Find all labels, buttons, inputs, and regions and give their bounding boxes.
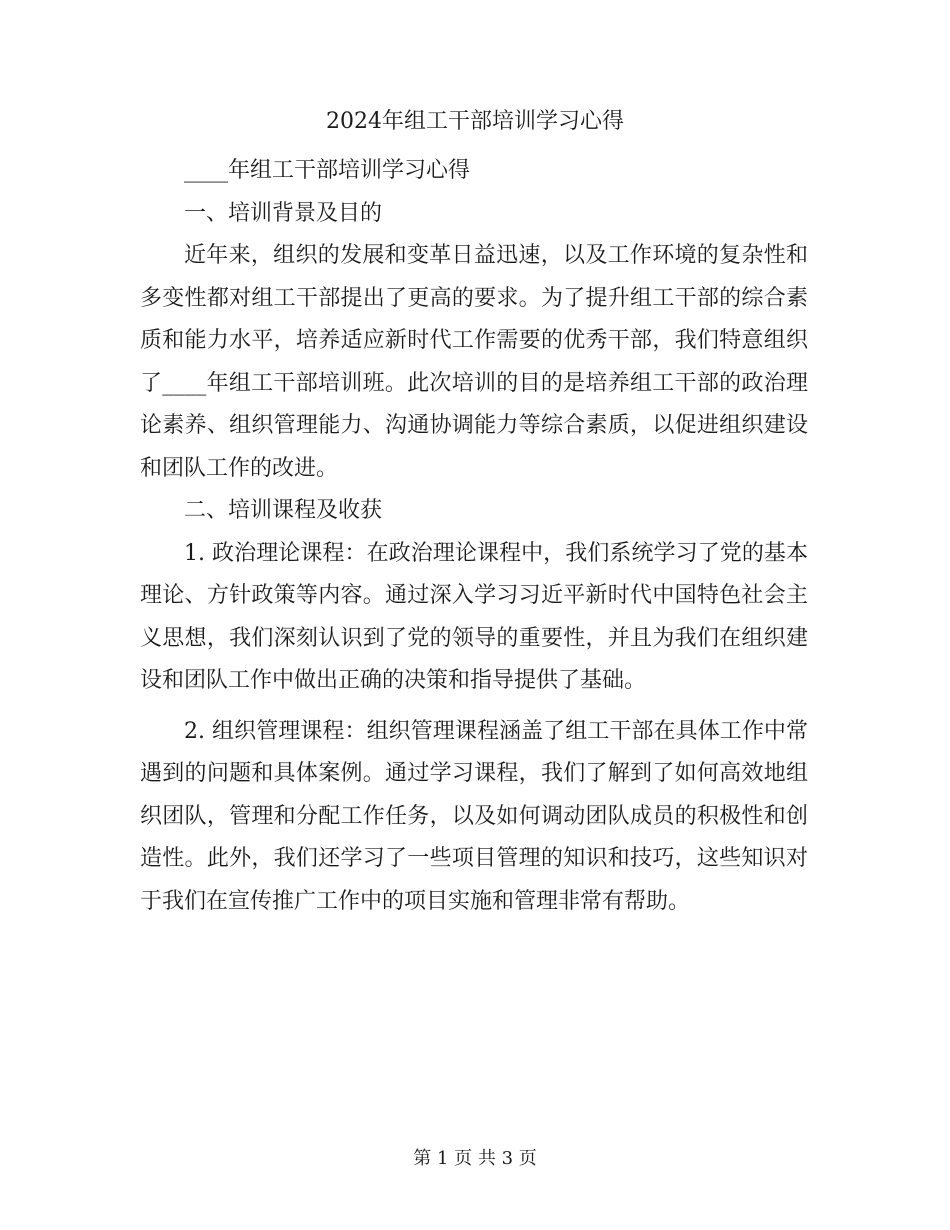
paragraph-heading-1: 一、培训背景及目的 <box>184 200 383 226</box>
total-pages-number: 3 <box>501 1148 514 1169</box>
paragraph-subtitle: ____年组工干部培训学习心得 <box>184 158 471 183</box>
page-label-mid: 页 共 <box>454 1148 496 1169</box>
paragraph-management-course: 2. 组织管理课程：组织管理课程涵盖了组工干部在具体工作中常遇到的问题和具体案例。通过学习课程，我们了解到了如何高效地组织团队，管理和分配工作任务，以及如何调动团队成员的积极性和创造性。此外，我们还学习了一些项目管理的知识和技巧，这些知识对于我们在宣传推广工作中的项目实施和管理非常有帮助。 <box>140 718 808 914</box>
page-label-prefix: 第 <box>413 1148 432 1169</box>
page-label-suffix: 页 <box>518 1148 537 1169</box>
paragraph-background: 近年来，组织的发展和变革日益迅速，以及工作环境的复杂性和多变性都对组工干部提出了更高的要求。为了提升组工干部的综合素质和能力水平，培养适应新时代工作需要的优秀干部，我们特意组织了____年组工干部培训班。此次培训的目的是培养组工干部的政治理论素养、组织管理能力、沟通协调能力等综合素质，以促进组织建设和团队工作的改进。 <box>140 243 808 481</box>
paragraph-politics-course: 1. 政治理论课程：在政治理论课程中，我们系统学习了党的基本理论、方针政策等内容。通过深入学习习近平新时代中国特色社会主义思想，我们深刻认识到了党的领导的重要性，并且为我们在组织建设和团队工作中做出正确的决策和指导提供了基础。 <box>140 540 808 693</box>
document-title: 2024年组工干部培训学习心得 <box>326 109 624 134</box>
current-page-number: 1 <box>436 1148 449 1169</box>
page-footer <box>0 1144 950 1174</box>
document-body <box>140 150 808 923</box>
paragraph-heading-2: 二、培训课程及收获 <box>184 498 383 523</box>
